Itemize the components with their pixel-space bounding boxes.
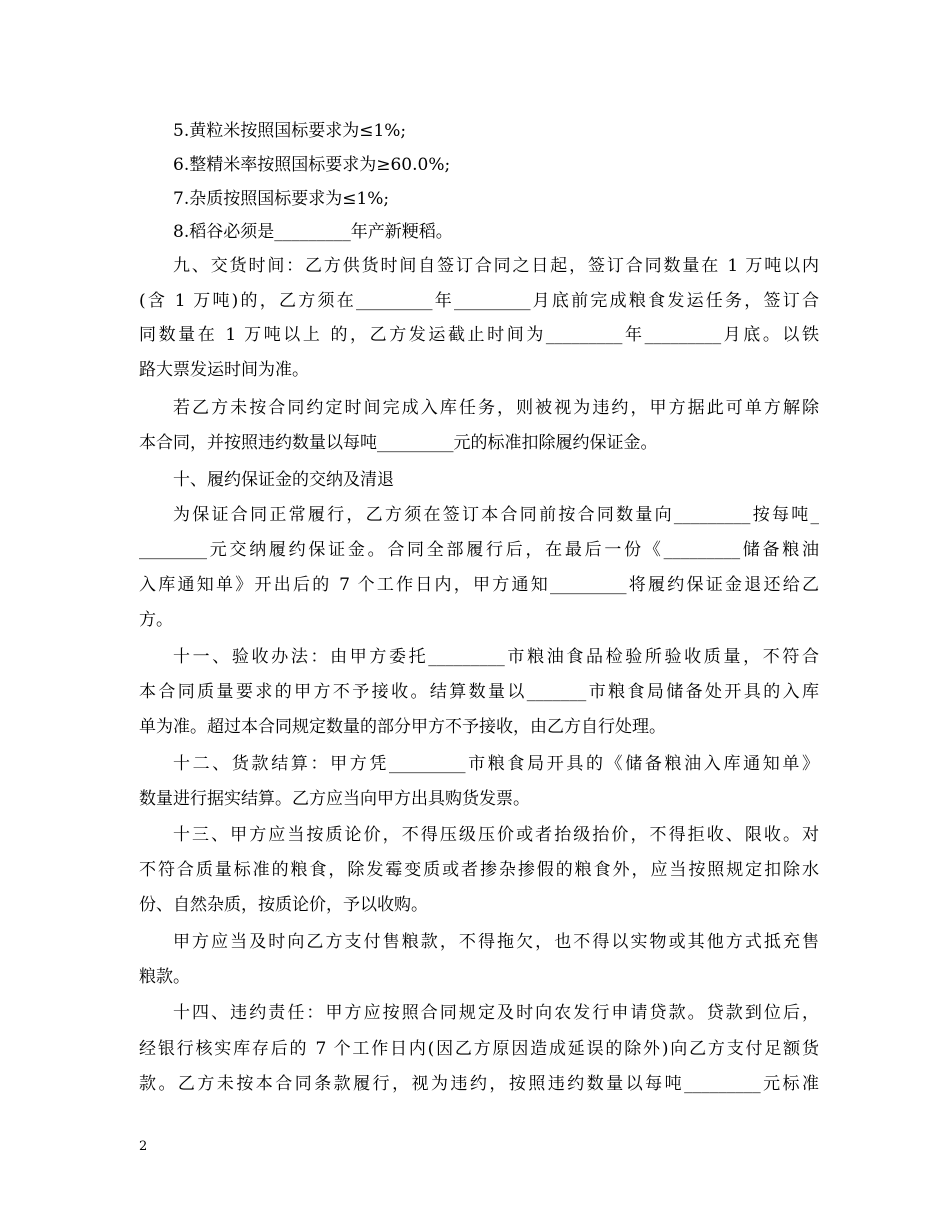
text-line: 为保证合同正常履行，乙方须在签订本合同前按合同数量向_________按每吨_ <box>173 505 819 525</box>
text-line: 经银行核实库存后的 7 个工作日内(因乙方原因造成延误的除外)向乙方支付足额货 <box>139 1039 819 1059</box>
text-line: 十三、甲方应当按质论价，不得压级压价或者抬级抬价，不得拒收、限收。对 <box>173 825 819 845</box>
text-line: 入库通知单》开出后的 7 个工作日内，甲方通知_________将履约保证金退还给乙 <box>139 575 819 595</box>
text-line: 路大票发运时间为准。 <box>139 360 309 380</box>
text-line: 6.整精米率按照国标要求为≥60.0%; <box>173 155 451 175</box>
text-line: 十一、验收办法：由甲方委托_________市粮油食品检验所验收质量，不符合 <box>173 647 819 667</box>
text-line: 十四、违约责任：甲方应按照合同规定及时向农发行申请贷款。贷款到位后， <box>173 1003 819 1023</box>
text-line: 九、交货时间：乙方供货时间自签订合同之日起，签订合同数量在 1 万吨以内 <box>173 256 819 276</box>
text-line: ________元交纳履约保证金。合同全部履行后，在最后一份《_________储备粮油 <box>139 540 819 560</box>
page-number: 2 <box>139 1139 148 1154</box>
text-line: 份、自然杂质，按质论价，予以收购。 <box>139 895 428 915</box>
text-line: 7.杂质按照国标要求为≤1%; <box>173 189 390 209</box>
text-line: (含 1 万吨)的，乙方须在_________年_________月底前完成粮食发运任务，签订合 <box>139 291 819 311</box>
text-line: 十二、货款结算：甲方凭_________市粮食局开具的《储备粮油入库通知单》 <box>173 754 819 774</box>
text-line: 单为准。超过本合同规定数量的部分甲方不予接收，由乙方自行处理。 <box>139 717 666 737</box>
text-line: 甲方应当及时向乙方支付售粮款，不得拖欠，也不得以实物或其他方式抵充售 <box>173 932 819 952</box>
text-line: 5.黄粒米按照国标要求为≤1%; <box>173 121 407 141</box>
text-line: 若乙方未按合同约定时间完成入库任务，则被视为违约，甲方据此可单方解除 <box>173 398 819 418</box>
text-line: 方。 <box>139 610 173 630</box>
text-line: 数量进行据实结算。乙方应当向甲方出具购货发票。 <box>139 789 530 809</box>
text-line: 粮款。 <box>139 967 190 987</box>
text-line: 款。乙方未按本合同条款履行，视为违约，按照违约数量以每吨_________元标准 <box>139 1074 819 1094</box>
text-line: 不符合质量标准的粮食，除发霉变质或者掺杂掺假的粮食外，应当按照规定扣除水 <box>139 860 819 880</box>
text-line: 同数量在 1 万吨以上 的，乙方发运截止时间为_________年_________月底。以铁 <box>139 325 819 345</box>
section-heading: 十、履约保证金的交纳及清退 <box>173 470 394 490</box>
text-line: 本合同质量要求的甲方不予接收。结算数量以_______市粮食局储备处开具的入库 <box>139 682 819 702</box>
text-line: 8.稻谷必须是_________年产新粳稻。 <box>173 222 453 242</box>
text-line: 本合同，并按照违约数量以每吨_________元的标准扣除履约保证金。 <box>139 433 658 453</box>
